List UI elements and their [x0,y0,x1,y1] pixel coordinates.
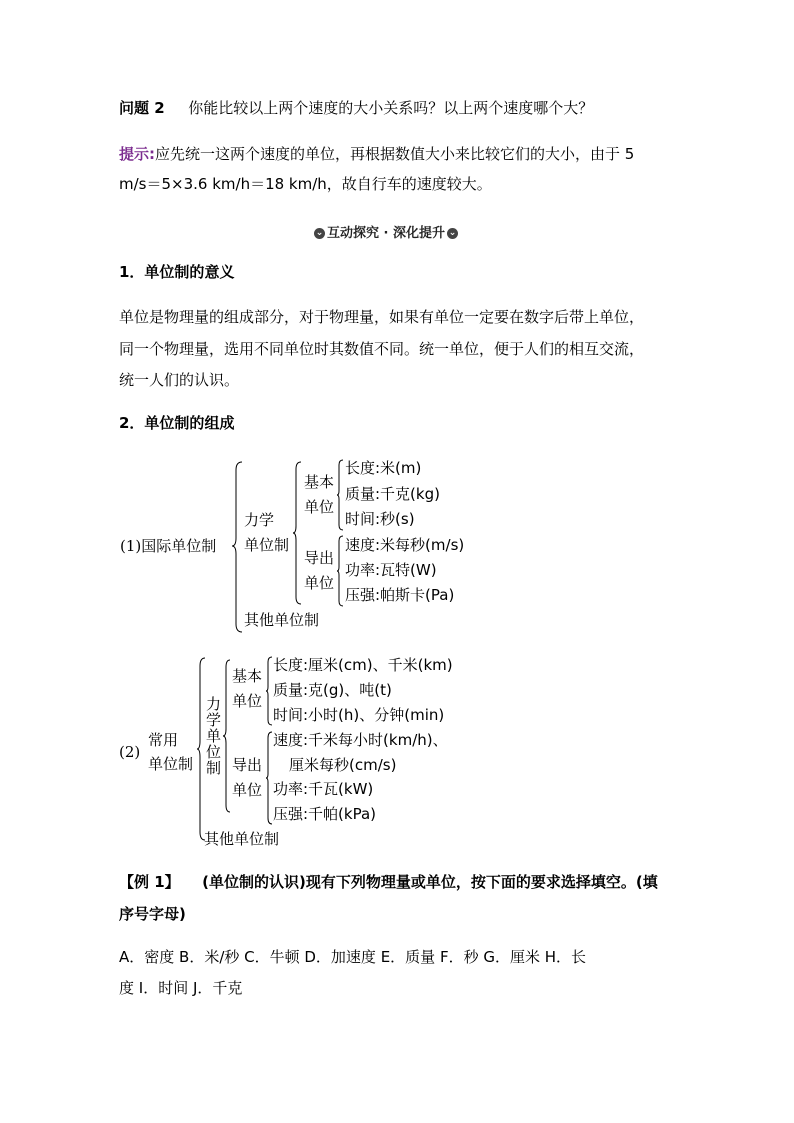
tree2-base-2: 单位 [232,692,263,710]
example-label: 【例 1】 [119,873,180,891]
tree1-other: 其他单位制 [244,611,320,629]
section2-heading: 2．单位制的组成 [119,414,235,432]
question-line [119,98,593,118]
example-options-1: A．密度 B．米/秒 C．牛顿 D．加速度 E．质量 F．秒 G．厘米 H．长 [119,948,587,966]
tree2-mech-char: 位 [206,743,222,761]
question-label: 问题 2 [119,99,165,117]
tree1-derived-item: 速度:米每秒(m/s) [345,536,465,554]
tree2-derived-item: 速度:千米每小时(km/h)、 [273,731,448,749]
hint-line-1 [119,144,634,164]
hint-text-1: 应先统一这两个速度的单位，再根据数值大小来比较它们的大小，由于 5 [155,145,635,163]
tree2-base-1: 基本 [232,667,263,685]
tree1-base-2: 单位 [304,498,335,516]
hint-label: 提示: [119,145,155,163]
tree1-base-1: 基本 [304,473,335,491]
section1-heading: 1．单位制的意义 [119,263,235,281]
banner-text: 互动探究 · 深化提升 [327,226,445,241]
tree1-brace-mech [293,462,303,604]
tree2-mech-chars [206,696,222,776]
tree1-base-item: 时间:秒(s) [345,510,415,528]
tree1-brace-root [232,462,244,632]
tree2-mech-char: 学 [206,711,222,729]
tree1-derived-item: 功率:瓦特(W) [345,561,437,579]
tree1-base-item: 质量:千克(kg) [345,485,440,503]
tree2-brace-mech [223,660,231,812]
tree1-brace-base [337,460,345,530]
tree2-derived-item: 厘米每秒(cm/s) [289,756,397,774]
tree2-mech-char: 力 [206,695,222,713]
tree2-root-num: (2) [119,743,141,761]
tree2-base-item: 质量:克(g)、吨(t) [273,681,392,699]
example-line-2: 序号字母) [119,905,186,923]
tree2-derived-item: 功率:千瓦(kW) [273,780,374,798]
tree1-mech-1: 力学 [244,511,275,529]
tree1-base-item: 长度:米(m) [345,459,422,477]
tree1-mech-2: 单位制 [244,536,290,554]
tree1-derived-1: 导出 [304,549,335,567]
tree2-other: 其他单位制 [204,830,280,848]
tree2-base-item: 时间:小时(h)、分钟(min) [273,706,445,724]
tree2-base-item: 长度:厘米(cm)、千米(km) [273,656,453,674]
example-line-1 [119,872,658,892]
tree1-derived-2: 单位 [304,574,335,592]
tree1-derived-item: 压强:帕斯卡(Pa) [345,586,455,604]
hint-line-2: m/s＝5×3.6 km/h＝18 km/h，故自行车的速度较大。 [119,175,492,193]
tree1-root: (1)国际单位制 [120,537,217,555]
section1-para-line2: 同一个物理量，选用不同单位时其数值不同。统一单位，便于人们的相互交流， [119,340,645,358]
tree2-mech-char: 单 [206,727,222,745]
tree2-derived-1: 导出 [232,756,263,774]
tree2-derived-item: 压强:千帕(kPa) [273,805,377,823]
section1-para-line3: 统一人们的认识。 [119,371,240,389]
tree2-mech-char: 制 [206,759,222,777]
question-text: 你能比较以上两个速度的大小关系吗？以上两个速度哪个大？ [188,99,594,117]
tree2-root-1: 常用 [148,731,179,749]
tree2-derived-2: 单位 [232,781,263,799]
tree2-root-2: 单位制 [148,755,194,773]
chevron-down-icon: ⌄ [315,228,324,238]
example-text-1: (单位制的认识)现有下列物理量或单位，按下面的要求选择填空。(填 [202,873,658,891]
example-options-2: 度 I．时间 J．千克 [119,979,243,997]
tree1-brace-derived [337,536,345,606]
chevron-down-icon: ⌄ [448,228,457,238]
section1-para-line1: 单位是物理量的组成部分，对于物理量，如果有单位一定要在数字后带上单位， [119,308,645,326]
section-banner [312,222,460,241]
